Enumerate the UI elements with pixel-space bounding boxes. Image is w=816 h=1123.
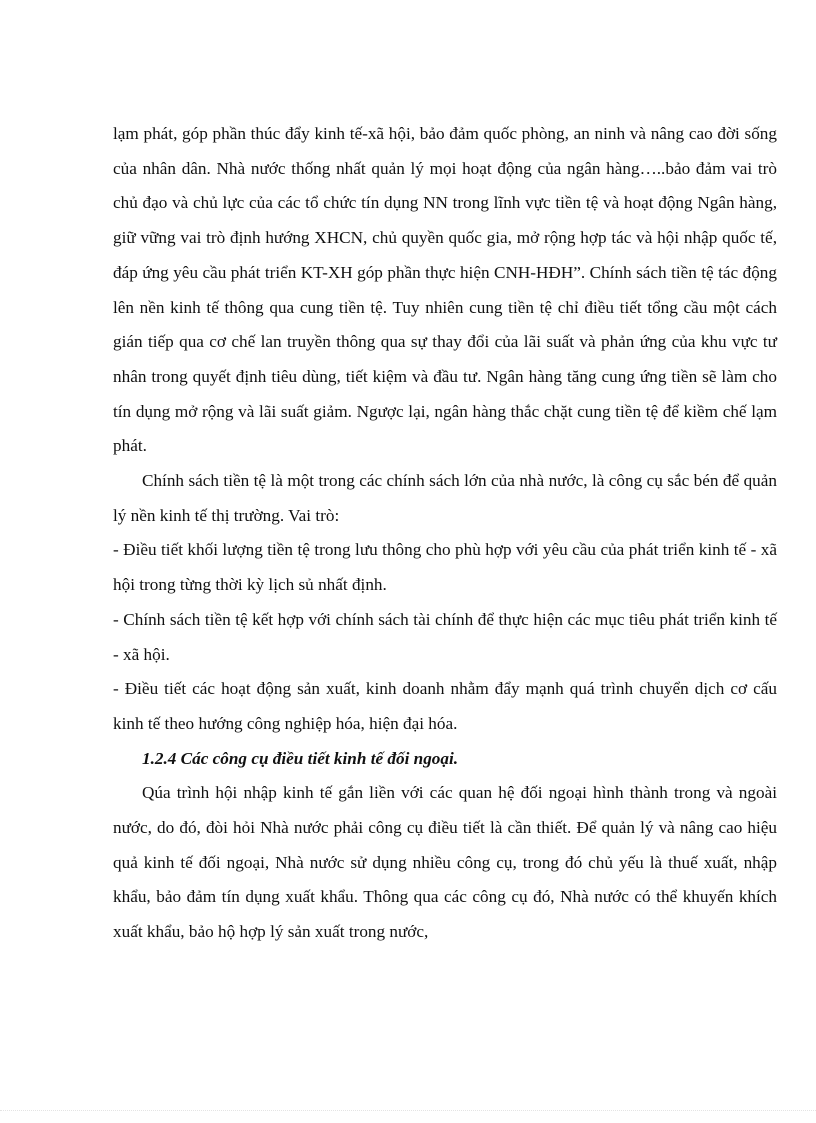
page-bottom-divider [0,1110,816,1111]
body-text [113,117,777,950]
bullet-item-production-regulation: - Điều tiết các hoạt động sản xuất, kinh doanh nhằm đẩy mạnh quá trình chuyển dịch cơ cấu kinh tế theo hướng công nghiệp hóa, hiện đại hóa. [113,679,777,733]
section-heading: 1.2.4 Các công cụ điều tiết kinh tế đối ngoại. [142,748,459,768]
bullet-item-fiscal-combination: - Chính sách tiền tệ kết hợp với chính sách tài chính để thực hiện các mục tiêu phát triển kinh tế - xã hội. [113,609,777,664]
bullet-item-money-volume: - Điều tiết khối lượng tiền tệ trong lưu thông cho phù hợp với yêu cầu của phát triển kinh tế - xã hội trong từng thời kỳ lịch sủ nhất định. [113,540,777,595]
paragraph-monetary-policy-role: Chính sách tiền tệ là một trong các chính sách lớn của nhà nước, là công cụ sắc bén để quản lý nền kinh tế thị trường. Vai trò: [113,471,777,525]
paragraph-continued: lạm phát, góp phần thúc đẩy kinh tế-xã hội, bảo đảm quốc phòng, an ninh và nâng cao đời sống của nhân dân. Nhà nước thống nhất quản lý mọi hoạt động của ngân hàng…..bảo đảm vai trò chủ đạo và chủ lực của các tổ chức tín dụng NN trong lĩnh vực tiền tệ và hoạt động Ngân hàng, giữ vững vai trò định hướng XHCN, chủ quyền quốc gia, mở rộng hợp tác và hội nhập quốc tế, đáp ứng yêu cầu phát triển KT-XH góp phần thực hiện CNH-HĐH”. Chính sách tiền tệ tác động lên nền kinh tế thông qua cung tiền tệ. Tuy nhiên cung tiền tệ chỉ điều tiết tổng cầu một cách gián tiếp qua cơ chế lan truyền thông qua sự thay đổi của lãi suất và phản ứng của khu vực tư nhân trong quyết định tiêu dùng, tiết kiệm và đầu tư. Ngân hàng tăng cung ứng tiền sẽ làm cho tín dụng mở rộng và lãi suất giảm. Ngược lại, ngân hàng thắc chặt cung tiền tệ để kiềm chế lạm phát. [113,124,777,456]
paragraph-foreign-economic-tools: Qúa trình hội nhập kinh tế gắn liền với các quan hệ đối ngoại hình thành trong và ngoài nước, do đó, đòi hỏi Nhà nước phải công cụ điều tiết là cần thiết. Để quản lý và nâng cao hiệu quả kinh tế đối ngoại, Nhà nước sử dụng nhiều công cụ, trong đó chủ yếu là thuế xuất, nhập khẩu, bảo đảm tín dụng xuất khẩu. Thông qua các công cụ đó, Nhà nước có thể khuyến khích xuất khẩu, bảo hộ hợp lý sản xuất trong nước, [113,783,777,942]
